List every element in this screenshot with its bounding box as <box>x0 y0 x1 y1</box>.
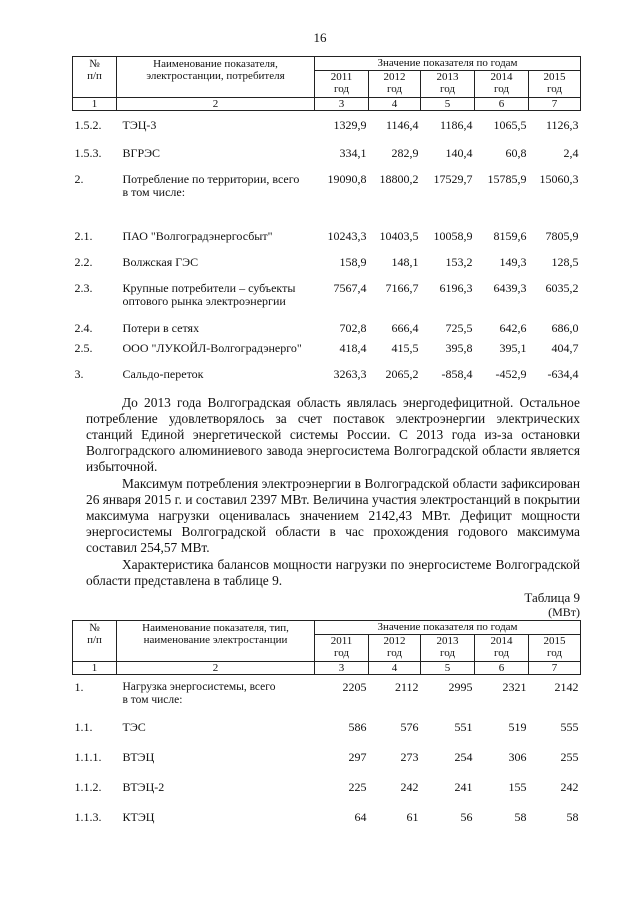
table-row <box>73 368 581 386</box>
row-value: 576 <box>400 720 419 734</box>
header-year: 2011 год <box>315 71 369 98</box>
row-value: 642,6 <box>499 321 527 335</box>
column-number: 7 <box>529 662 581 675</box>
table-row <box>73 173 581 230</box>
row-value: 140,4 <box>445 146 473 160</box>
row-number: 1.1.1. <box>74 750 102 764</box>
row-label: ВТЭЦ <box>122 750 155 764</box>
row-value: -452,9 <box>495 367 527 381</box>
row-value: 254 <box>454 750 473 764</box>
column-number: 3 <box>315 98 369 111</box>
header-year: 2015 год <box>529 71 581 98</box>
header-name: Наименование показателя, электростанции, потребителя <box>117 57 315 98</box>
row-number: 2.4. <box>74 321 93 335</box>
table-row <box>73 111 581 148</box>
row-number: 1.1.2. <box>74 780 102 794</box>
column-number: 5 <box>421 98 475 111</box>
row-number: 2. <box>74 172 84 186</box>
table-row <box>73 675 581 714</box>
row-label: Крупные потребители – субъекты оптового рынка электроэнергии <box>122 281 296 308</box>
header-year: 2012 год <box>369 635 421 662</box>
header-year: 2015 год <box>529 635 581 662</box>
header-year: 2014 год <box>475 635 529 662</box>
table-row <box>73 342 581 368</box>
table-power-load <box>72 620 581 833</box>
row-number: 2.1. <box>74 229 93 243</box>
row-value: 7805,9 <box>545 229 579 243</box>
row-value: -634,4 <box>547 367 579 381</box>
column-number: 2 <box>117 662 315 675</box>
row-value: 56 <box>460 810 473 824</box>
row-value: 666,4 <box>391 321 419 335</box>
header-year: 2014 год <box>475 71 529 98</box>
row-value: 1146,4 <box>385 118 419 132</box>
row-value: 241 <box>454 780 473 794</box>
column-number: 3 <box>315 662 369 675</box>
row-value: 15060,3 <box>539 172 579 186</box>
table-energy-balance <box>72 56 581 386</box>
row-value: 64 <box>354 810 367 824</box>
row-label: ТЭС <box>122 720 146 734</box>
column-number: 6 <box>475 98 529 111</box>
row-value: 10243,3 <box>327 229 367 243</box>
row-value: 60,8 <box>505 146 527 160</box>
row-value: 7166,7 <box>385 281 419 295</box>
row-label: ПАО "Волгоградэнергосбыт" <box>122 229 273 243</box>
table-row <box>73 743 581 773</box>
row-value: 128,5 <box>551 255 579 269</box>
paragraph <box>86 395 580 475</box>
row-value: 282,9 <box>391 146 419 160</box>
paragraph-text: До 2013 года Волгоградская область являлась энергодефицитной. Остальное потребление удовлетворялось за счет поставок электроэнергии электрических станций Единой энергетической системы России. С 2013 года из-за остановки Волгоградского алюминиевого завода энергосистема Волгоградской области является избыточной. <box>86 395 580 474</box>
row-value: 7567,4 <box>333 281 367 295</box>
column-number: 1 <box>73 98 117 111</box>
row-value: 149,3 <box>499 255 527 269</box>
table-unit: (МВт) <box>548 605 580 619</box>
row-value: 2112 <box>394 680 419 694</box>
row-value: 2,4 <box>563 146 579 160</box>
row-label: Волжская ГЭС <box>122 255 199 269</box>
row-value: 153,2 <box>445 255 473 269</box>
row-value: 58 <box>514 810 527 824</box>
row-value: 18800,2 <box>379 172 419 186</box>
row-value: 8159,6 <box>493 229 527 243</box>
row-value: 255 <box>560 750 579 764</box>
table-row <box>73 773 581 803</box>
row-number: 2.2. <box>74 255 93 269</box>
row-label: КТЭЦ <box>122 810 155 824</box>
row-number: 1.5.3. <box>74 146 102 160</box>
column-number: 2 <box>117 98 315 111</box>
table-row <box>73 803 581 833</box>
row-value: 586 <box>348 720 367 734</box>
row-value: 519 <box>508 720 527 734</box>
row-value: 334,1 <box>339 146 367 160</box>
row-value: 3263,3 <box>333 367 367 381</box>
table-row <box>73 147 581 173</box>
header-year: 2013 год <box>421 71 475 98</box>
row-value: 242 <box>400 780 419 794</box>
row-value: 415,5 <box>391 341 419 355</box>
row-value: 61 <box>406 810 419 824</box>
row-value: 2142 <box>554 680 579 694</box>
row-value: 242 <box>560 780 579 794</box>
row-label: Потери в сетях <box>122 321 200 335</box>
column-number: 5 <box>421 662 475 675</box>
header-year-group: Значение показателя по годам <box>315 57 581 71</box>
table-row <box>73 322 581 342</box>
row-value: 1329,9 <box>333 118 367 132</box>
row-value: 1126,3 <box>545 118 579 132</box>
row-value: 58 <box>566 810 579 824</box>
row-value: 395,8 <box>445 341 473 355</box>
column-number: 6 <box>475 662 529 675</box>
row-number: 1. <box>74 680 84 694</box>
row-number: 1.5.2. <box>74 118 102 132</box>
row-value: 225 <box>348 780 367 794</box>
row-number: 1.1. <box>74 720 93 734</box>
table-caption: Таблица 9 <box>524 590 580 605</box>
paragraph <box>86 476 580 556</box>
header-year: 2013 год <box>421 635 475 662</box>
table-row <box>73 230 581 256</box>
header-num: № п/п <box>73 621 117 662</box>
row-value: 6035,2 <box>545 281 579 295</box>
column-number: 4 <box>369 98 421 111</box>
row-value: 6196,3 <box>439 281 473 295</box>
row-value: 17529,7 <box>433 172 473 186</box>
table-row <box>73 256 581 282</box>
row-value: -858,4 <box>441 367 473 381</box>
table-row <box>73 713 581 743</box>
header-year-group: Значение показателя по годам <box>315 621 581 635</box>
paragraph <box>86 557 580 589</box>
row-label: ТЭЦ-3 <box>122 118 157 132</box>
page-number: 16 <box>313 30 327 45</box>
column-number: 1 <box>73 662 117 675</box>
row-value: 418,4 <box>339 341 367 355</box>
row-number: 1.1.3. <box>74 810 102 824</box>
row-value: 686,0 <box>551 321 579 335</box>
row-value: 297 <box>348 750 367 764</box>
row-value: 19090,8 <box>327 172 367 186</box>
row-value: 148,1 <box>391 255 419 269</box>
row-number: 2.5. <box>74 341 93 355</box>
row-number: 3. <box>74 367 84 381</box>
row-label: ООО "ЛУКОЙЛ-Волгоградэнерго" <box>122 341 302 355</box>
row-value: 158,9 <box>339 255 367 269</box>
row-value: 15785,9 <box>487 172 527 186</box>
header-num: № п/п <box>73 57 117 98</box>
row-value: 6439,3 <box>493 281 527 295</box>
table-row <box>73 282 581 322</box>
row-value: 306 <box>508 750 527 764</box>
paragraph-text: Характеристика балансов мощности нагрузки по энергосистеме Волгоградской области представлена в таблице 9. <box>86 557 580 588</box>
row-label: Потребление по территории, всего в том числе: <box>122 172 300 199</box>
row-value: 10058,9 <box>433 229 473 243</box>
row-value: 555 <box>560 720 579 734</box>
row-value: 10403,5 <box>379 229 419 243</box>
header-year: 2012 год <box>369 71 421 98</box>
row-label: ВГРЭС <box>122 146 161 160</box>
paragraph-text: Максимум потребления электроэнергии в Волгоградской области зафиксирован 26 января 2015 г. и составил 2397 МВт. Величина участия электростанций в покрытии максимума нагрузки оценивалась значением 2142,43 МВт. Дефицит мощности энергосистемы Волгоградской области в час прохождения годового максимума составил 254,57 МВт. <box>86 476 580 555</box>
column-number: 4 <box>369 662 421 675</box>
row-value: 2065,2 <box>385 367 419 381</box>
row-value: 702,8 <box>339 321 367 335</box>
row-value: 2321 <box>502 680 527 694</box>
column-number: 7 <box>529 98 581 111</box>
row-label: Сальдо-переток <box>122 367 204 381</box>
row-number: 2.3. <box>74 281 93 295</box>
row-label: Нагрузка энергосистемы, всего в том числе: <box>122 681 276 706</box>
row-value: 155 <box>508 780 527 794</box>
row-value: 395,1 <box>499 341 527 355</box>
row-value: 2205 <box>342 680 367 694</box>
row-value: 404,7 <box>551 341 579 355</box>
header-year: 2011 год <box>315 635 369 662</box>
row-value: 273 <box>400 750 419 764</box>
row-value: 725,5 <box>445 321 473 335</box>
header-name: Наименование показателя, тип, наименование электростанции <box>117 621 315 662</box>
row-label: ВТЭЦ-2 <box>122 780 165 794</box>
row-value: 1186,4 <box>439 118 473 132</box>
row-value: 1065,5 <box>493 118 527 132</box>
row-value: 551 <box>454 720 473 734</box>
row-value: 2995 <box>448 680 473 694</box>
